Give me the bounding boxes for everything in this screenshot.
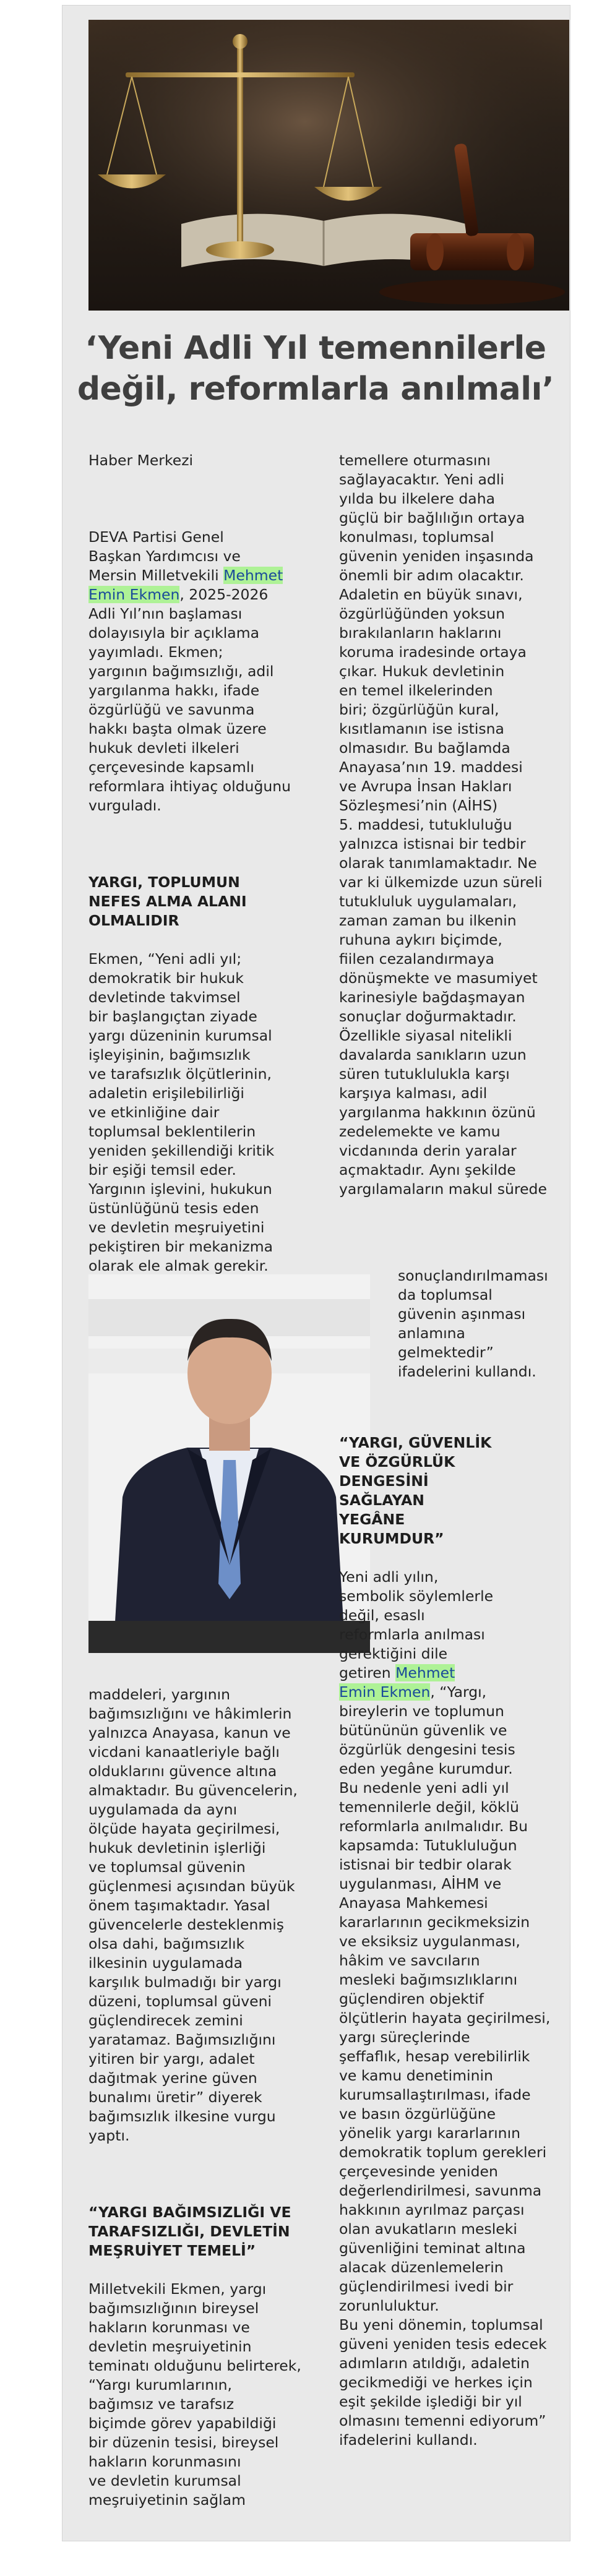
hero-illustration [88,20,569,311]
subheading: “YARGI BAĞIMSIZLIĞI VE TARAFSIZLIĞI, DEVLETİN MEŞRUİYET TEMELİ” [88,2204,291,2259]
body-text: , “Yargı, bireylerin ve toplumun bütününün güvenlik ve özgürlük dengesini tesis eden yegâne kurumdur. Bu nedenle yeni adli yıl temennilerle değil, köklü reformlarla anılmalıdır. Bu kapsamda: Tutukluluğun istisnai bir tedbir olarak uygulanması, AİHM ve Anayasa Mahkemesi kararlarının gecikmeksizin ve eksiksiz uygulanması, hâkim ve savcıların mesleki bağımsızlıklarını güçlendiren objektif ölçütlerin hayata geçirilmesi, yargı süreçlerinde şeffaflık, hesap verebilirlik ve kamu denetiminin kurumsallaştırılması, ifade ve basın özgürlüğüne yönelik yargı kararlarının demokratik toplum gerekleri çerçevesinde yeniden değerlendirilmesi, savunma hakkının ayrılmaz parçası olan avukatların mesleki güvenliğini teminat altına alacak düzenlemelerin güçlendirilmesi ivedi bir zorunluluktur. Bu yeni dönemin, toplumsal güveni yeniden tesis edecek adımların atıldığı, adaletin gecikmediği ve herkes için eşit şekilde işlediği bir yıl olmasını temenni ediyorum” ifadelerini kullandı. [339,1683,551,2449]
headline [62,328,569,410]
politician-portrait-icon [88,1274,370,1653]
intro-paragraph [88,528,302,815]
body-paragraph: Ekmen, “Yeni adli yıl; demokratik bir hukuk devletinde takvimsel bir başlangıçtan ziyade yargı düzeninin kurumsal işleyişinin, bağımsızlık ve tarafsızlık ölçütlerinin, adaletin erişilebilirliği ve etkinliğine dair toplumsal beklentilerin yeniden şekillendiği kritik bir eşiği temsil eder. Yargının işlevini, hukukun üstünlüğünü tesis eden ve devletin meşruiyetini pekiştiren bir mekanizma olarak ele almak gerekir. [88,950,275,1274]
byline: Haber Merkezi [88,452,194,469]
intro-text-2: , 2025-2026 Adli Yıl’nın başlaması dolayısıyla bir açıklama yayımladı. Ekmen; yargının bağımsızlığı, adil yargılanma hakkı, ifade özgürlüğü ve savunma hakkı başta olmak üzere hukuk devleti ilkeleri çerçevesinde kapsamlı reformlara ihtiyaç olduğunu vurguladı. [88,586,291,814]
highlighted-name: Emin Ekmen [339,1683,431,1701]
body-text: Yeni adli yılın, sembolik söylemlerle değil, esaslı reformlarla anılması gerektiğini dile getiren [339,1568,494,1681]
portrait-illustration [88,1274,370,1653]
scales-of-justice-gavel-icon [88,20,569,311]
article-column-right-lower [339,1414,566,2469]
headline-line-1: ‘Yeni Adli Yıl temennilerle [85,330,546,367]
headline-line-2: değil, reformlarla anılmalı’ [77,371,554,408]
subheading: YARGI, TOPLUMUN NEFES ALMA ALANI OLMALIDIR [88,874,247,929]
highlighted-name: Mehmet [223,567,283,584]
highlighted-name: Emin Ekmen [88,586,180,603]
article-column-right-wrap [398,1247,569,1401]
intro-text-1: DEVA Partisi Genel Başkan Yardımcısı ve Mersin Milletvekili [88,528,241,584]
body-paragraph-tail: sonuçlandırılmaması da toplumsal güvenin aşınması anlamına gelmektedir” ifadelerini kullandı. [398,1267,548,1380]
highlighted-name: Mehmet [395,1664,455,1681]
body-paragraph: Milletvekili Ekmen, yargı bağımsızlığının bireysel hakların korunması ve devletin meşruiyetinin teminatı olduğunu belirterek, “Yargı kurumlarının, bağımsız ve tarafsız biçimde görev yapabildiği bir düzenin tesisi, bireysel hakların korunmasını ve devletin kurumsal meşruiyetinin sağlam [88,2280,301,2509]
body-paragraph [339,1568,566,2450]
article-column-left [88,432,302,1314]
subheading: “YARGI, GÜVENLİK VE ÖZGÜRLÜK DENGESİNİ SAĞLAYAN YEGÂNE KURUMDUR” [339,1434,492,1547]
body-paragraph: maddeleri, yargının bağımsızlığını ve hâkimlerin yalnızca Anayasa, kanun ve vicdani kanaatleriyle bağlı olduklarını güvence altına almaktadır. Bu güvencelerin, uygulamada da aynı ölçüde hayata geçirilmesi, hukuk devletinin işlerliği ve toplumsal güvenin güçlenmesi açısından büyük önem taşımaktadır. Yasal güvencelerle desteklenmiş olsa dahi, bağımsızlık ilkesinin uygulamada karşılık bulmadığı bir yargı düzeni, toplumsal güveni güçlendirecek zemini yaratamaz. Bağımsızlığını yitiren bir yargı, adalet dağıtmak yerine güven bunalımı üretir” diyerek bağımsızlık ilkesine vurgu yaptı. [88,1686,298,2144]
article-column-right [339,432,566,1218]
article-column-left-lower [88,1666,317,2529]
body-paragraph: temellere oturmasını sağlayacaktır. Yeni adli yılda bu ilkelere daha güçlü bir bağlılığın ortaya konulması, toplumsal güvenin yeniden inşasında önemli bir adım olacaktır. Adaletin en büyük sınavı, özgürlüğünden yoksun bırakılanların haklarını koruma iradesinde ortaya çıkar. Hukuk devletinin en temel ilkelerinden biri; özgürlüğün kural, kısıtlamanın ise istisna olmasıdır. Bu bağlamda Anayasa’nın 19. maddesi ve Avrupa İnsan Hakları Sözleşmesi’nin (AİHS) 5. maddesi, tutukluluğu yalnızca istisnai bir tedbir olarak tanımlamaktadır. Ne var ki ülkemizde uzun süreli tutukluluk uygulamaları, zaman zaman bu ilkenin ruhuna aykırı biçimde, fiilen cezalandırmaya dönüşmekte ve masumiyet karinesiyle bağdaşmayan sonuçlar doğurmaktadır. Özellikle siyasal nitelikli davalarda sanıkların uzun süren tutuklulukla karşı karşıya kalması, adil yargılanma hakkının özünü zedelemekte ve kamu vicdanında derin yaralar açmaktadır. Aynı şekilde yargılamaların makul sürede [339,452,547,1198]
